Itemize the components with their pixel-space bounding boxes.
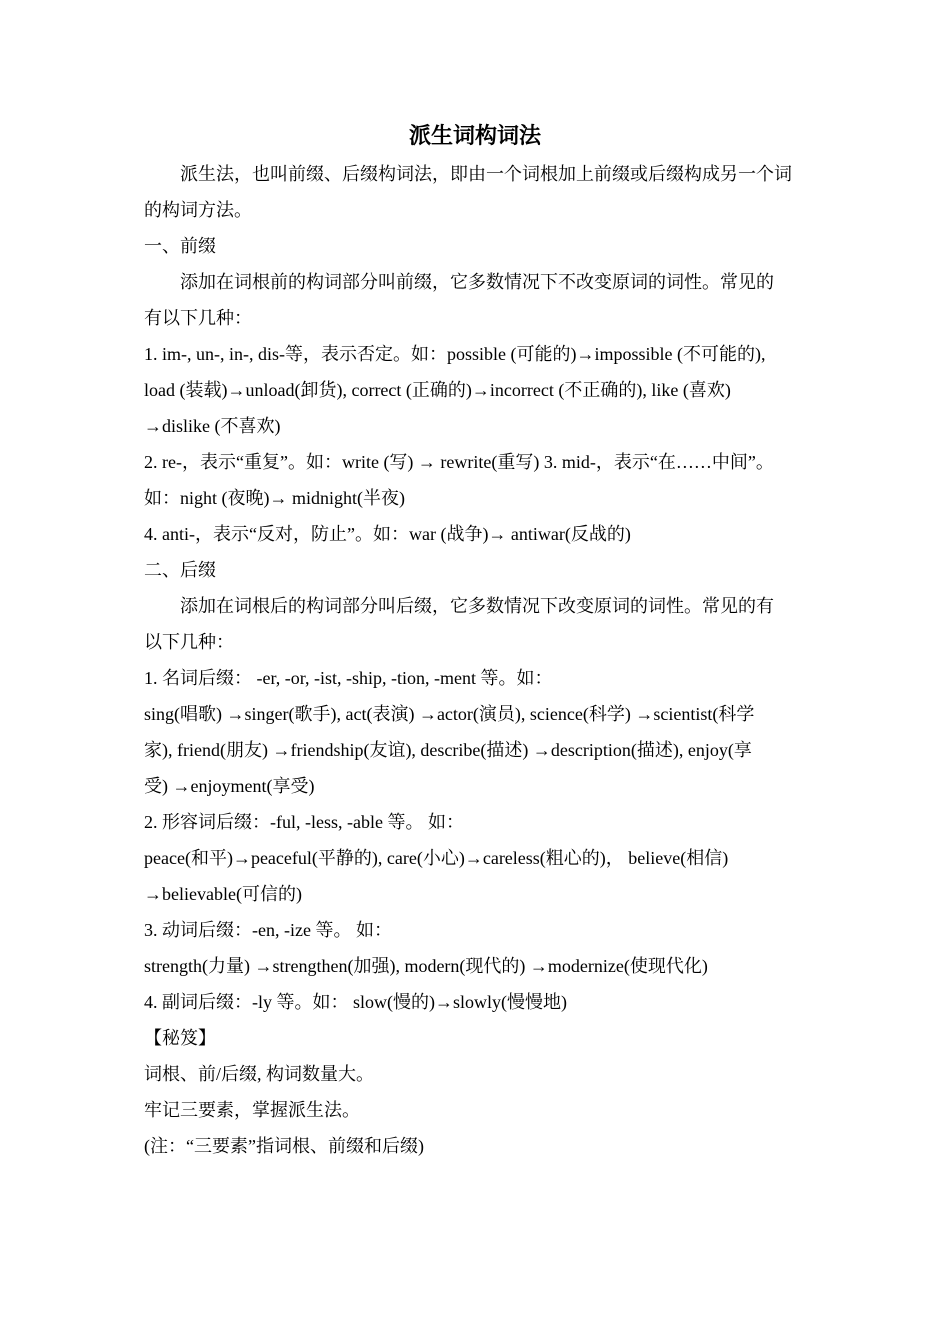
list-item-line: 1. 名词后缀： -er, -or, -ist, -ship, -tion, -ment 等。如： [144, 668, 553, 688]
list-item-line: sing(唱歌) →singer(歌手), act(表演) →actor(演员), science(科学) →scientist(科学 [144, 704, 755, 724]
list-item-line: →believable(可信的) [144, 884, 302, 904]
tips-note: (注：“三要素”指词根、前缀和后缀) [144, 1136, 424, 1156]
tips-line: 词根、前/后缀, 构词数量大。 [144, 1064, 374, 1084]
paragraph-line: 添加在词根后的构词部分叫后缀，它多数情况下改变原词的词性。常见的有 [180, 596, 774, 616]
paragraph-line: 有以下几种： [144, 308, 252, 328]
list-item-line: 1. im-, un-, in-, dis-等，表示否定。如：possible (可能的)→impossible (不可能的), [144, 344, 766, 364]
list-item-line: strength(力量) →strengthen(加强), modern(现代的) →modernize(使现代化) [144, 956, 708, 976]
paragraph-line: 以下几种： [144, 632, 234, 652]
list-item-line: peace(和平)→peaceful(平静的), care(小心)→careless(粗心的)， believe(相信) [144, 848, 729, 868]
list-item-line: 受) →enjoyment(享受) [144, 776, 315, 796]
document-title: 派生词构词法 [408, 123, 541, 148]
list-item-line: 4. 副词后缀：-ly 等。如： slow(慢的)→slowly(慢慢地) [144, 992, 567, 1012]
paragraph-line: 派生法，也叫前缀、后缀构词法，即由一个词根加上前缀或后缀构成另一个词 [180, 164, 792, 184]
list-item-line: load (装载)→unload(卸货), correct (正确的)→incorrect (不正确的), like (喜欢) [144, 380, 731, 400]
list-item-line: 4. anti-，表示“反对，防止”。如：war (战争)→ antiwar(反战的) [144, 524, 631, 544]
tips-line: 牢记三要素，掌握派生法。 [144, 1100, 360, 1120]
section-heading-prefix: 一、前缀 [144, 236, 216, 256]
section-heading-suffix: 二、后缀 [144, 560, 216, 580]
paragraph-line: 添加在词根前的构词部分叫前缀，它多数情况下不改变原词的词性。常见的 [180, 272, 774, 292]
paragraph-line: 的构词方法。 [144, 200, 252, 220]
tips-heading: 【秘笈】 [144, 1028, 216, 1048]
list-item-line: 2. 形容词后缀：-ful, -less, -able 等。 如： [144, 812, 464, 832]
list-item-line: →dislike (不喜欢) [144, 416, 281, 436]
list-item-line: 家), friend(朋友) →friendship(友谊), describe(描述) →description(描述), enjoy(享 [144, 740, 752, 760]
list-item-line: 3. 动词后缀：-en, -ize 等。 如： [144, 920, 392, 940]
list-item-line: 如：night (夜晚)→ midnight(半夜) [144, 488, 405, 508]
list-item-line: 2. re-，表示“重复”。如：write (写) → rewrite(重写) 3. mid-，表示“在……中间”。 [144, 452, 774, 472]
document-body [144, 156, 810, 1164]
